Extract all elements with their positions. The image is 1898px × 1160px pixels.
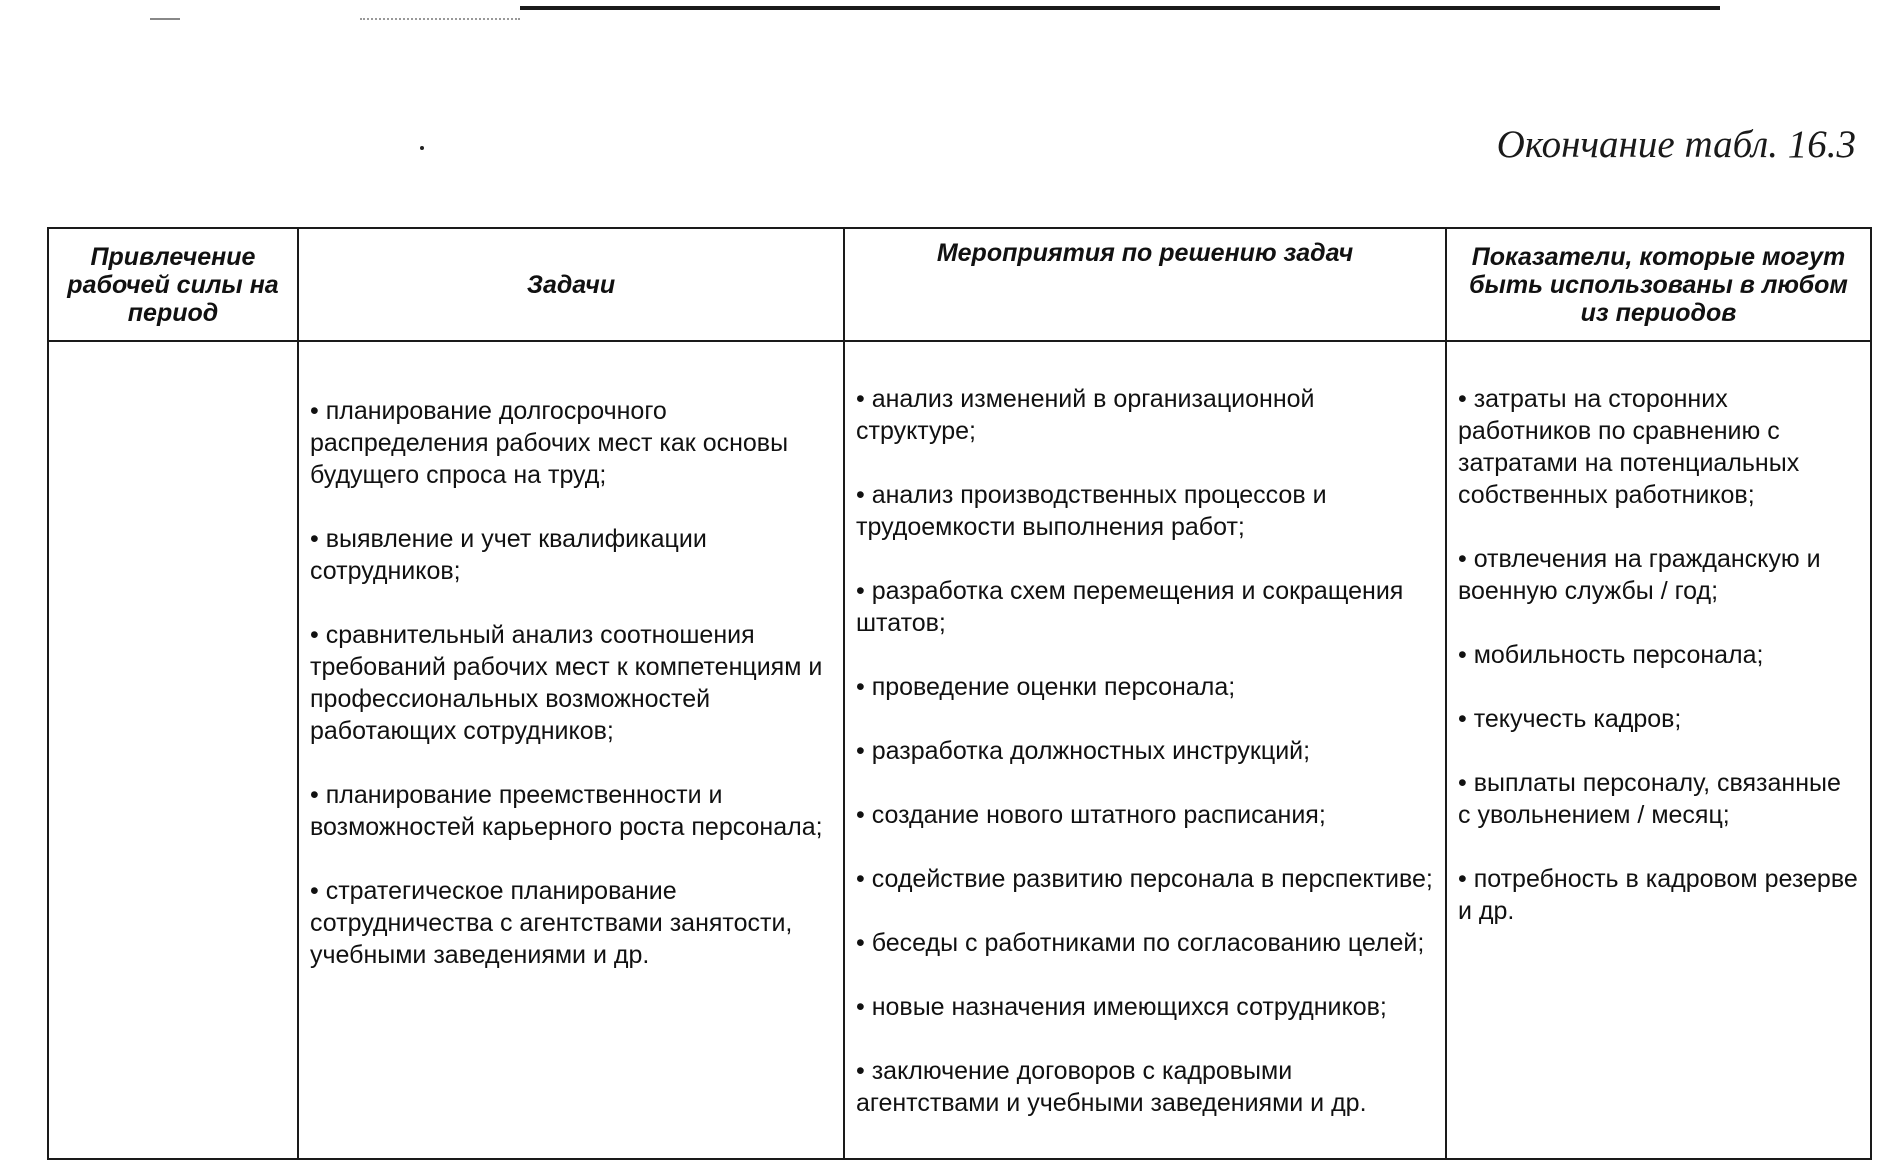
indicators-list [1448, 343, 1869, 965]
cell-period [48, 341, 298, 1159]
list-item: • затраты на сторонних работников по сравнению с затратами на потенциальных собственных работников; [1458, 385, 1800, 509]
list-item: • стратегическое планирование сотрудничества с агентствами занятости, учебными заведениями и др. [310, 877, 793, 969]
scan-artifact-line [150, 18, 180, 20]
header-period: Привлечение рабочей силы на период [48, 228, 298, 341]
list-item: • новые назначения имеющихся сотрудников; [856, 993, 1387, 1021]
tasks-list [300, 343, 842, 1009]
cell-tasks [298, 341, 844, 1159]
list-item: • планирование долгосрочного распределения рабочих мест как основы будущего спроса на труд; [310, 397, 789, 489]
list-item: • отвлечения на гражданскую и военную службы / год; [1458, 545, 1821, 605]
cell-indicators [1446, 341, 1871, 1159]
document-table [47, 227, 1872, 1160]
list-item: • содействие развитию персонала в перспективе; [856, 865, 1433, 893]
list-item: • беседы с работниками по согласованию целей; [856, 929, 1425, 957]
list-item: • заключение договоров с кадровыми агентствами и учебными заведениями и др. [856, 1057, 1367, 1117]
list-item: • выплаты персоналу, связанные с увольнением / месяц; [1458, 769, 1841, 829]
list-item: • планирование преемственности и возможностей карьерного роста персонала; [310, 781, 823, 841]
list-item: • выявление и учет квалификации сотрудников; [310, 525, 707, 585]
table-caption: Окончание табл. 16.3 [1496, 123, 1856, 166]
period-text [50, 343, 296, 357]
list-item: • текучесть кадров; [1458, 705, 1682, 733]
list-item: • потребность в кадровом резерве и др. [1458, 865, 1858, 925]
scan-artifact-line [360, 18, 520, 20]
page-top-rule [520, 6, 1720, 10]
table-row [48, 341, 1871, 1159]
list-item: • проведение оценки персонала; [856, 673, 1236, 701]
table-header-row [48, 228, 1871, 341]
measures-list [846, 343, 1444, 1157]
cell-measures [844, 341, 1446, 1159]
list-item: • разработка должностных инструкций; [856, 737, 1311, 765]
list-item: • сравнительный анализ соотношения требований рабочих мест к компетенциям и профессиональных возможностей работающих сотрудников; [310, 621, 823, 745]
list-item: • создание нового штатного расписания; [856, 801, 1326, 829]
header-indicators: Показатели, которые могут быть использованы в любом из периодов [1446, 228, 1871, 341]
list-item: • мобильность персонала; [1458, 641, 1764, 669]
header-tasks: Задачи [298, 228, 844, 341]
list-item: • анализ изменений в организационной структуре; [856, 385, 1315, 445]
list-item: • разработка схем перемещения и сокращения штатов; [856, 577, 1404, 637]
scan-artifact-dot [420, 146, 424, 150]
header-measures: Мероприятия по решению задач [844, 228, 1446, 341]
list-item: • анализ производственных процессов и трудоемкости выполнения работ; [856, 481, 1327, 541]
